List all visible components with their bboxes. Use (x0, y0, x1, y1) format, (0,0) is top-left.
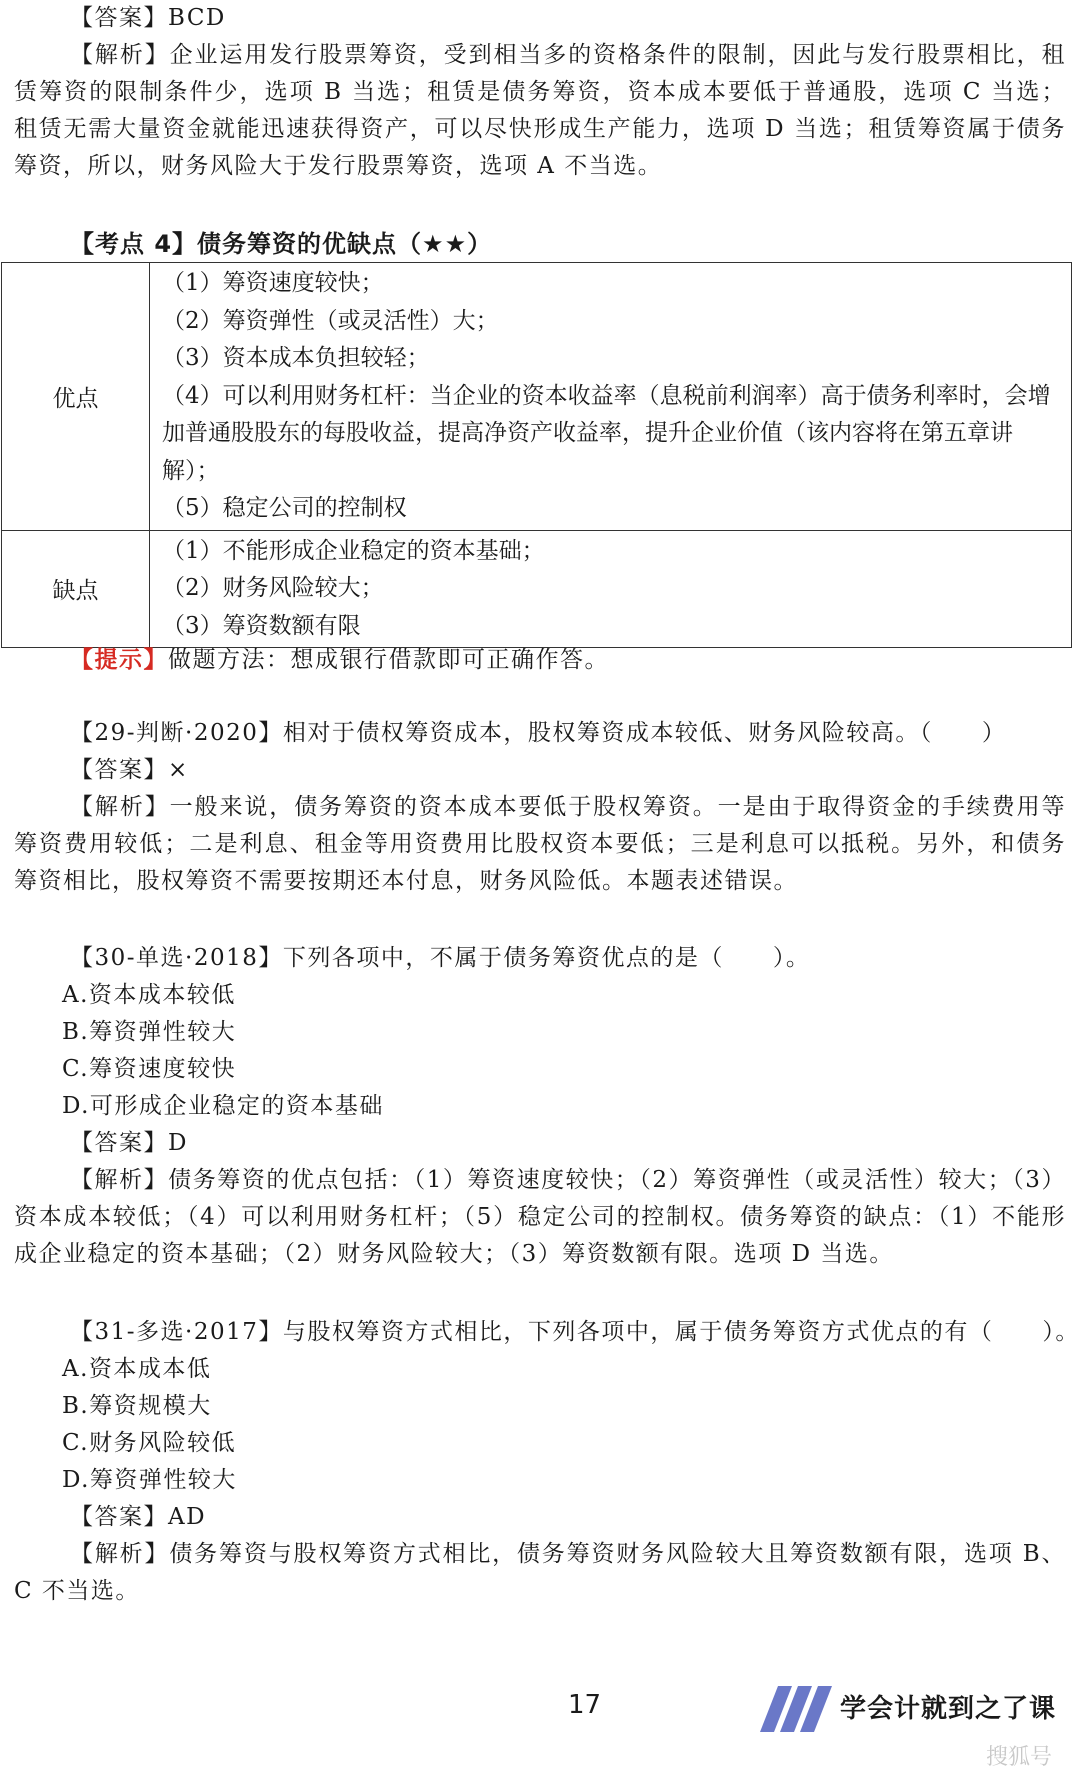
cons-item: （2）财务风险较大； (162, 575, 384, 601)
q30-option-c: C.筹资速度较快 (62, 1056, 237, 1082)
pros-item: （2）筹资弹性（或灵活性）大； (162, 307, 499, 334)
q31-answer: 【答案】AD (70, 1504, 207, 1530)
cons-item: （3）筹资数额有限 (162, 612, 361, 639)
brand-logo (756, 1682, 1080, 1742)
tip (70, 641, 1066, 679)
pros-item: （1）筹资速度较快； (162, 270, 384, 296)
cons-list (150, 530, 1072, 648)
pros-label: 优点 (2, 263, 150, 531)
pros-list (150, 263, 1072, 531)
q30-option-a: A.资本成本较低 (62, 982, 236, 1008)
q30-analysis: 【解析】债务筹资的优点包括：（1）筹资速度较快；（2）筹资弹性（或灵活性）较大；（3）资本成本较低；（4）可以利用财务杠杆；（5）稳定公司的控制权。债务筹资的缺点：（1）不能形成企业稳定的资本基础；（2）财务风险较大；（3）筹资数额有限。选项 D 当选。 (14, 1167, 1066, 1267)
q31-analysis: 【解析】债务筹资与股权筹资方式相比，债务筹资财务风险较大且筹资数额有限，选项 B、C 不当选。 (14, 1541, 1066, 1604)
page-number: 17 (568, 1690, 602, 1720)
tip-text: 做题方法：想成银行借款即可正确作答。 (168, 647, 609, 673)
tip-label: 【提示】 (70, 646, 168, 673)
pros-item: （4）可以利用财务杠杆：当企业的资本收益率（息税前利润率）高于债务利率时，会增加普通股股东的每股收益，提高净资产收益率，提升企业价值（该内容将在第五章讲解）； (162, 382, 1051, 484)
q30-option-d: D.可形成企业稳定的资本基础 (62, 1093, 384, 1119)
q28-answer: 【答案】BCD (70, 5, 226, 31)
pros-item: （5）稳定公司的控制权 (162, 495, 407, 521)
pros-item: （3）资本成本负担较轻； (162, 345, 430, 371)
brand-text: 学会计就到之了课 (840, 1694, 1057, 1724)
pros-row (2, 263, 1072, 531)
q31-option-a: A.资本成本低 (62, 1356, 212, 1382)
q31-option-c: C.财务风险较低 (62, 1430, 237, 1456)
q31-option-b: B.筹资规模大 (62, 1393, 212, 1419)
q29-answer: 【答案】× (70, 757, 189, 783)
logo-bars-icon (756, 1684, 836, 1734)
q31-option-d: D.筹资弹性较大 (62, 1467, 237, 1493)
section-title: 【考点 4】债务筹资的优缺点（★★） (70, 230, 493, 258)
q30-question: 【30-单选·2018】下列各项中，不属于债务筹资优点的是（ ）。 (70, 945, 811, 971)
q31-question: 【31-多选·2017】与股权筹资方式相比，下列各项中，属于债务筹资方式优点的有（ ）。 (70, 1319, 1080, 1345)
watermark: 搜狐号 (986, 1745, 1053, 1770)
pros-cons-table (1, 262, 1072, 648)
cons-row (2, 530, 1072, 648)
q28-analysis: 【解析】企业运用发行股票筹资，受到相当多的资格条件的限制，因此与发行股票相比，租赁筹资的限制条件少，选项 B 当选；租赁是债务筹资，资本成本要低于普通股，选项 C 当选；租赁无需大量资金就能迅速获得资产，可以尽快形成生产能力，选项 D 当选；租赁筹资属于债务筹资，所以，财务风险大于发行股票筹资，选项 A 不当选。 (14, 42, 1066, 179)
cons-label: 缺点 (2, 530, 150, 648)
q29-question: 【29-判断·2020】相对于债权筹资成本，股权筹资成本较低、财务风险较高。（ ） (70, 720, 1007, 746)
q30-answer: 【答案】D (70, 1130, 188, 1156)
cons-item: （1）不能形成企业稳定的资本基础； (162, 537, 545, 564)
q29-analysis: 【解析】一般来说，债务筹资的资本成本要低于股权筹资。一是由于取得资金的手续费用等筹资费用较低；二是利息、租金等用资费用比股权资本要低；三是利息可以抵税。另外，和债务筹资相比，股权筹资不需要按期还本付息，财务风险低。本题表述错误。 (14, 794, 1066, 894)
q30-option-b: B.筹资弹性较大 (62, 1019, 237, 1045)
